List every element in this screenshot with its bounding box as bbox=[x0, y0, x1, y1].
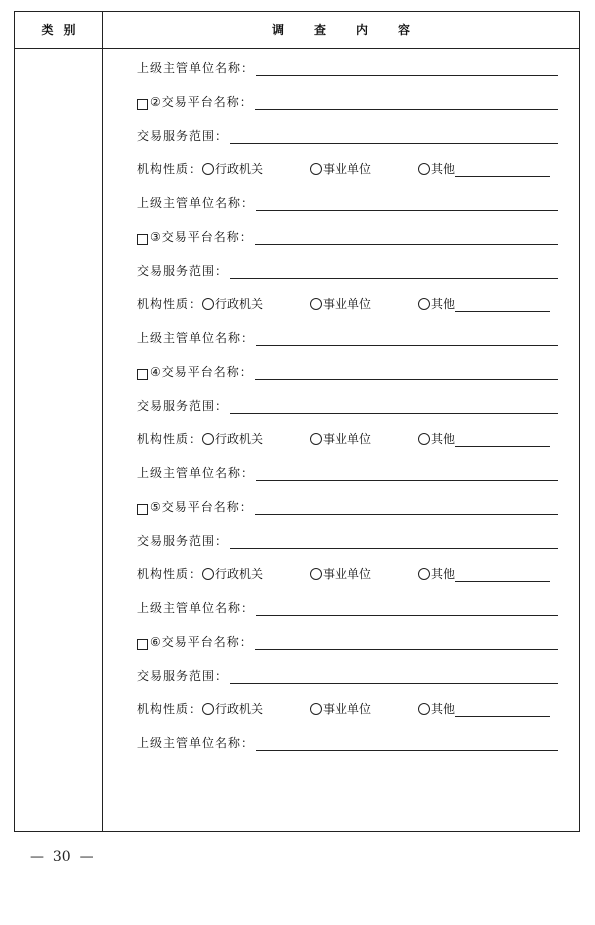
option-other-label: 其他 bbox=[431, 702, 456, 716]
supervisor-unit-row bbox=[137, 58, 558, 76]
supervisor-unit-label: 上级主管单位名称： bbox=[137, 466, 255, 480]
option-other[interactable] bbox=[418, 297, 455, 312]
option-admin[interactable] bbox=[202, 297, 310, 312]
service-scope-row bbox=[137, 261, 558, 279]
radio-circle-icon[interactable] bbox=[202, 433, 214, 445]
platform-name-field[interactable] bbox=[255, 95, 558, 110]
column-divider bbox=[102, 12, 103, 831]
org-nature-row bbox=[137, 699, 558, 717]
option-other[interactable] bbox=[418, 567, 455, 582]
option-admin[interactable] bbox=[202, 702, 310, 717]
platform-checkbox[interactable] bbox=[137, 99, 148, 110]
platform-name-field[interactable] bbox=[255, 230, 558, 245]
option-other[interactable] bbox=[418, 702, 455, 717]
option-other-label: 其他 bbox=[431, 162, 456, 176]
option-other-field[interactable] bbox=[455, 162, 550, 177]
supervisor-unit-row bbox=[137, 328, 558, 346]
service-scope-label: 交易服务范围： bbox=[137, 399, 229, 413]
option-admin-label: 行政机关 bbox=[215, 162, 264, 176]
option-admin-label: 行政机关 bbox=[215, 432, 264, 446]
platform-name-row bbox=[137, 362, 558, 380]
supervisor-unit-field[interactable] bbox=[256, 466, 558, 481]
option-public-label: 事业单位 bbox=[323, 702, 372, 716]
radio-circle-icon[interactable] bbox=[202, 298, 214, 310]
platform-name-label: ⑤交易平台名称： bbox=[150, 500, 253, 514]
service-scope-row bbox=[137, 531, 558, 549]
service-scope-row bbox=[137, 396, 558, 414]
platform-name-label: ②交易平台名称： bbox=[150, 95, 253, 109]
service-scope-row bbox=[137, 666, 558, 684]
org-nature-row bbox=[137, 429, 558, 447]
platform-name-row bbox=[137, 227, 558, 245]
option-other-field[interactable] bbox=[455, 297, 550, 312]
option-public-institution[interactable] bbox=[310, 162, 418, 177]
option-other-label: 其他 bbox=[431, 432, 456, 446]
supervisor-unit-row bbox=[137, 463, 558, 481]
org-nature-row bbox=[137, 564, 558, 582]
supervisor-unit-field[interactable] bbox=[256, 331, 558, 346]
org-nature-label: 机构性质： bbox=[137, 567, 203, 581]
supervisor-unit-label: 上级主管单位名称： bbox=[137, 736, 255, 750]
service-scope-label: 交易服务范围： bbox=[137, 264, 229, 278]
option-other[interactable] bbox=[418, 162, 455, 177]
radio-circle-icon[interactable] bbox=[418, 703, 430, 715]
supervisor-unit-label: 上级主管单位名称： bbox=[137, 196, 255, 210]
supervisor-unit-field[interactable] bbox=[256, 196, 558, 211]
option-admin-label: 行政机关 bbox=[215, 297, 264, 311]
page-number: — 30 — bbox=[30, 849, 94, 865]
radio-circle-icon[interactable] bbox=[310, 163, 322, 175]
platform-name-row bbox=[137, 632, 558, 650]
option-other-field[interactable] bbox=[455, 567, 550, 582]
radio-circle-icon[interactable] bbox=[310, 433, 322, 445]
option-admin[interactable] bbox=[202, 162, 310, 177]
platform-name-label: ④交易平台名称： bbox=[150, 365, 253, 379]
option-admin[interactable] bbox=[202, 567, 310, 582]
option-public-institution[interactable] bbox=[310, 702, 418, 717]
option-public-institution[interactable] bbox=[310, 567, 418, 582]
supervisor-unit-row bbox=[137, 598, 558, 616]
radio-circle-icon[interactable] bbox=[418, 568, 430, 580]
org-nature-label: 机构性质： bbox=[137, 702, 203, 716]
service-scope-label: 交易服务范围： bbox=[137, 129, 229, 143]
radio-circle-icon[interactable] bbox=[418, 433, 430, 445]
org-nature-label: 机构性质： bbox=[137, 297, 203, 311]
platform-name-row bbox=[137, 92, 558, 110]
supervisor-unit-label: 上级主管单位名称： bbox=[137, 61, 255, 75]
option-admin-label: 行政机关 bbox=[215, 702, 264, 716]
option-other-field[interactable] bbox=[455, 702, 550, 717]
service-scope-field[interactable] bbox=[230, 399, 558, 414]
service-scope-field[interactable] bbox=[230, 129, 558, 144]
option-other-label: 其他 bbox=[431, 297, 456, 311]
platform-checkbox[interactable] bbox=[137, 234, 148, 245]
org-nature-row bbox=[137, 294, 558, 312]
radio-circle-icon[interactable] bbox=[202, 703, 214, 715]
radio-circle-icon[interactable] bbox=[202, 568, 214, 580]
platform-name-field[interactable] bbox=[255, 635, 558, 650]
platform-name-row bbox=[137, 497, 558, 515]
radio-circle-icon[interactable] bbox=[418, 298, 430, 310]
service-scope-label: 交易服务范围： bbox=[137, 669, 229, 683]
supervisor-unit-field[interactable] bbox=[256, 61, 558, 76]
supervisor-unit-field[interactable] bbox=[256, 736, 558, 751]
radio-circle-icon[interactable] bbox=[310, 298, 322, 310]
option-public-label: 事业单位 bbox=[323, 567, 372, 581]
platform-name-field[interactable] bbox=[255, 500, 558, 515]
service-scope-field[interactable] bbox=[230, 264, 558, 279]
platform-name-field[interactable] bbox=[255, 365, 558, 380]
platform-name-label: ③交易平台名称： bbox=[150, 230, 253, 244]
option-other-label: 其他 bbox=[431, 567, 456, 581]
table-header bbox=[15, 12, 579, 49]
option-other-field[interactable] bbox=[455, 432, 550, 447]
service-scope-field[interactable] bbox=[230, 669, 558, 684]
option-public-label: 事业单位 bbox=[323, 162, 372, 176]
option-public-institution[interactable] bbox=[310, 432, 418, 447]
supervisor-unit-label: 上级主管单位名称： bbox=[137, 331, 255, 345]
service-scope-label: 交易服务范围： bbox=[137, 534, 229, 548]
platform-checkbox[interactable] bbox=[137, 369, 148, 380]
supervisor-unit-row bbox=[137, 733, 558, 751]
platform-checkbox[interactable] bbox=[137, 639, 148, 650]
org-nature-row bbox=[137, 159, 558, 177]
radio-circle-icon[interactable] bbox=[310, 568, 322, 580]
option-admin[interactable] bbox=[202, 432, 310, 447]
platform-name-label: ⑥交易平台名称： bbox=[150, 635, 253, 649]
org-nature-label: 机构性质： bbox=[137, 432, 203, 446]
option-public-label: 事业单位 bbox=[323, 432, 372, 446]
category-column-header: 类别 bbox=[41, 23, 86, 37]
radio-circle-icon[interactable] bbox=[202, 163, 214, 175]
option-public-label: 事业单位 bbox=[323, 297, 372, 311]
service-scope-field[interactable] bbox=[230, 534, 558, 549]
supervisor-unit-row bbox=[137, 193, 558, 211]
service-scope-row bbox=[137, 126, 558, 144]
option-public-institution[interactable] bbox=[310, 297, 418, 312]
option-other[interactable] bbox=[418, 432, 455, 447]
option-admin-label: 行政机关 bbox=[215, 567, 264, 581]
content-column-header: 调查内容 bbox=[271, 23, 440, 37]
platform-checkbox[interactable] bbox=[137, 504, 148, 515]
radio-circle-icon[interactable] bbox=[310, 703, 322, 715]
supervisor-unit-field[interactable] bbox=[256, 601, 558, 616]
org-nature-label: 机构性质： bbox=[137, 162, 203, 176]
radio-circle-icon[interactable] bbox=[418, 163, 430, 175]
supervisor-unit-label: 上级主管单位名称： bbox=[137, 601, 255, 615]
